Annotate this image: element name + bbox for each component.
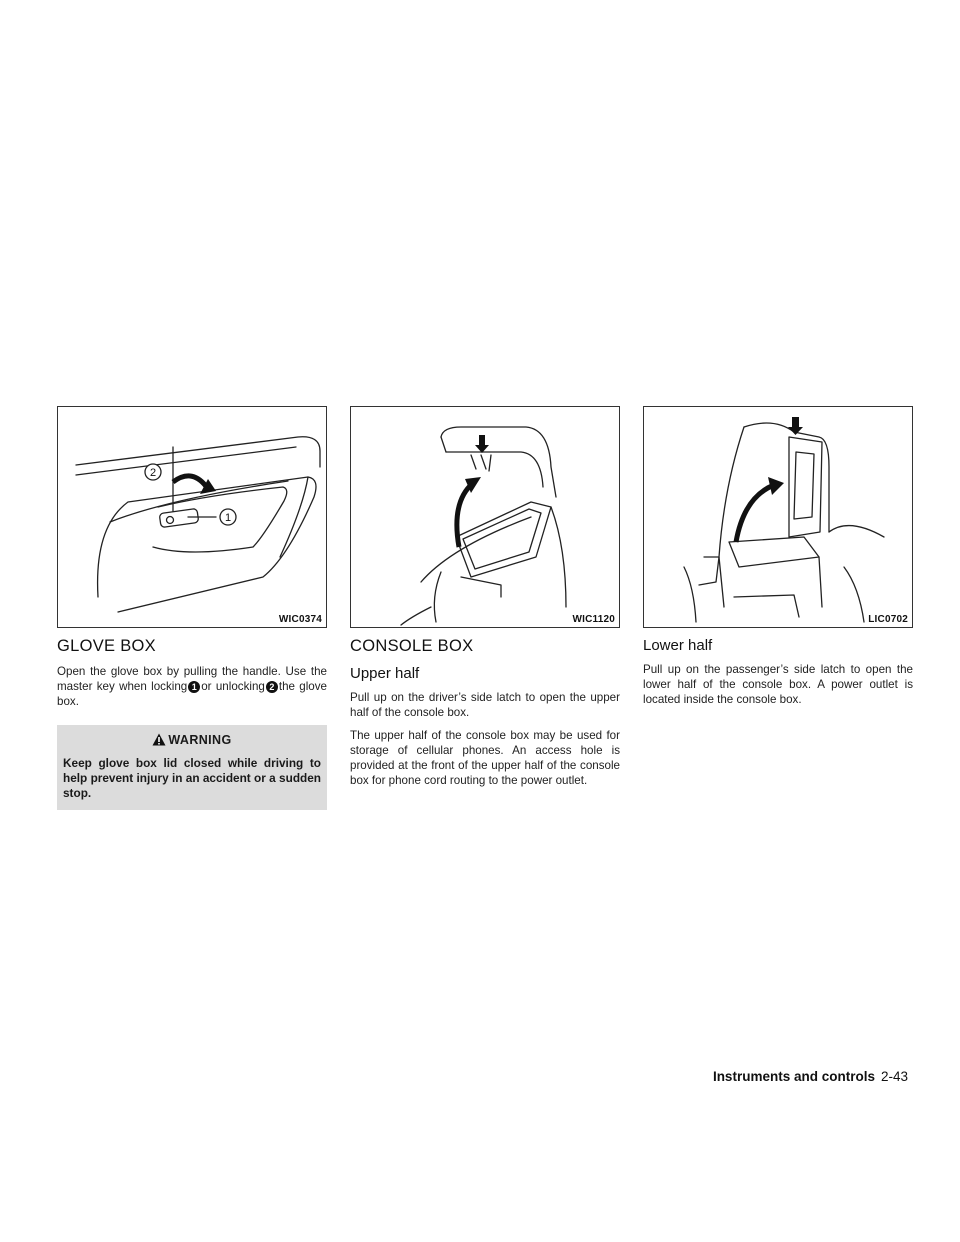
section-heading: GLOVE BOX [57, 637, 156, 655]
console-lower-figure [643, 406, 913, 628]
console-upper-figure [350, 406, 620, 628]
figure-code: WIC1120 [572, 614, 615, 625]
figure-label-1: 1 [224, 512, 232, 524]
warning-text: Keep glove box lid closed while driving to help prevent injury in an accident or a sudden stop. [63, 756, 321, 800]
glove-box-figure [57, 406, 327, 628]
footer-section-title: Instruments and controls [712, 1069, 875, 1084]
body-paragraph [57, 664, 327, 709]
section-heading: CONSOLE BOX [350, 637, 474, 655]
warning-box [57, 725, 327, 810]
figure-label-2: 2 [149, 467, 157, 479]
body-text: the glove box. [57, 680, 327, 708]
body-text: Open the glove box by pulling the handle. Use the master key when locking [57, 665, 327, 693]
callout-1: 1 [188, 681, 200, 693]
subsection-heading: Upper half [350, 665, 420, 682]
console-upper-illustration [351, 407, 619, 627]
warning-title: WARNING [168, 733, 232, 747]
lower-half-column [643, 406, 913, 707]
body-paragraph: Pull up on the passenger’s side latch to open the lower half of the console box. A power outlet is located inside the console box. [643, 663, 913, 706]
page-footer [713, 1069, 908, 1084]
warning-icon [152, 733, 166, 746]
glove-box-column [57, 406, 327, 810]
body-text: or unlocking [201, 680, 265, 693]
page-number: 2-43 [880, 1069, 908, 1084]
console-box-column [350, 406, 620, 788]
console-lower-illustration [644, 407, 912, 627]
body-paragraph: Pull up on the driver’s side latch to open the upper half of the console box. [350, 691, 620, 719]
callout-2: 2 [266, 681, 278, 693]
figure-code: LIC0702 [868, 614, 908, 625]
subsection-heading: Lower half [643, 637, 713, 654]
figure-code: WIC0374 [278, 614, 322, 625]
glove-box-illustration [58, 407, 326, 627]
body-paragraph: The upper half of the console box may be used for storage of cellular phones. An access hole is provided at the front of the upper half of the console box for phone cord routing to the power outlet. [350, 729, 620, 787]
warning-heading [63, 733, 321, 747]
